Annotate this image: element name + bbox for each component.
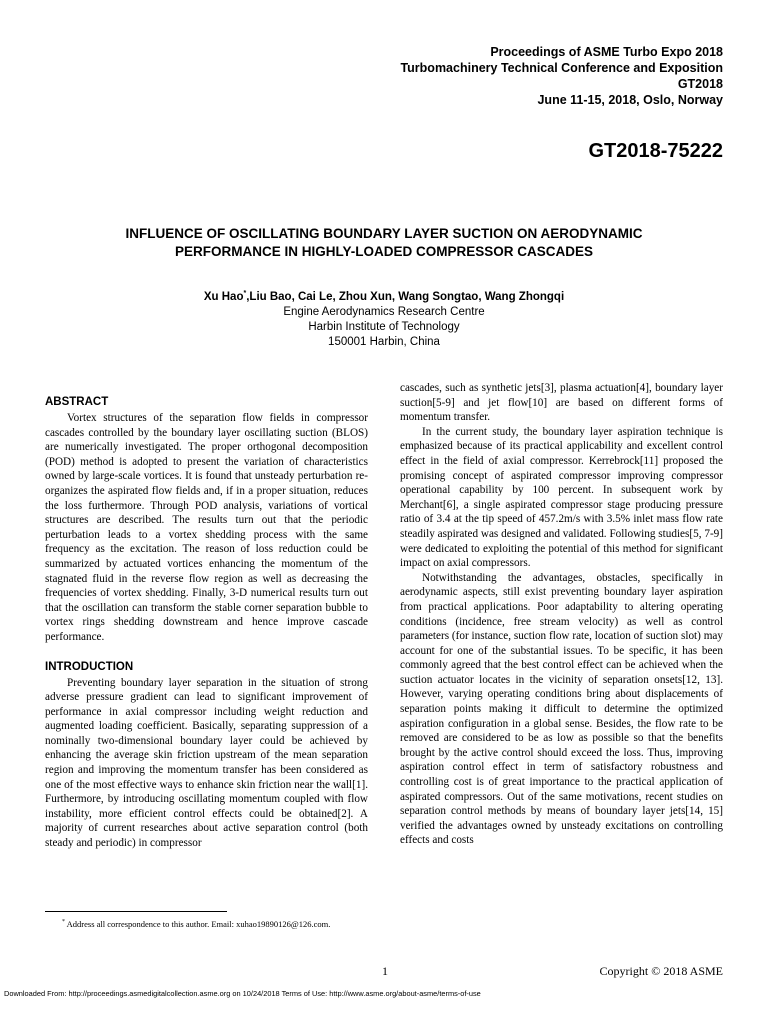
paper-title xyxy=(0,225,768,261)
paper-title-line-1: INFLUENCE OF OSCILLATING BOUNDARY LAYER SUCTION ON AERODYNAMIC xyxy=(125,226,643,241)
author-list xyxy=(0,290,768,303)
affiliation-centre: Engine Aerodynamics Research Centre xyxy=(283,306,485,318)
footnote-mark: * xyxy=(62,919,65,926)
footnote xyxy=(62,919,330,929)
other-authors: ,Liu Bao, Cai Le, Zhou Xun, Wang Songtao, Wang Zhongqi xyxy=(246,290,565,303)
proceedings-header xyxy=(400,44,723,108)
left-column xyxy=(45,381,368,851)
introduction-paragraph-3: Notwithstanding the advantages, obstacles, specifically in aerodynamic aspects, still exist preventing boundary layer aspiration from practical applications. Poor adaptability to altering operating conditions (incidence, free stream velocity) as well as control parameters (for instance, suction flow rate, location of suction slot) may account for one of the substantial issues. To be specific, it has been commonly agreed that the best control effect can be achieved when the suction actuator locates in the vicinity of separation onsets[12, 13]. However, varying operating conditions bring about displacements of separation points making it difficult to determine the optimized aspiration configuration in a global sense. Besides, the flow rate to be removed are considered to be as low as possible so that the benefits brought by the active control should exceed the loss. Thus, improving aspiration control effect in term of satisfactory robustness and controlling cost is of great importance to the practical application of aspirated compressors. Out of the same motivations, recent studies on separation control methods by means of boundary layer jets[14, 15] verified the advantages owned by unsteady excitations on controlling effects and costs xyxy=(400,571,723,847)
first-author: Xu Hao xyxy=(203,290,244,303)
copyright-notice: Copyright © 2018 ASME xyxy=(599,964,723,978)
abstract-heading: ABSTRACT xyxy=(45,396,109,408)
page-number: 1 xyxy=(382,964,388,978)
download-notice: Downloaded From: http://proceedings.asmedigitalcollection.asme.org on 10/24/2018 Terms of Use: http://www.asme.org/about-asme/terms-of-use xyxy=(4,989,481,998)
corresponding-author-mark: * xyxy=(243,290,247,297)
affiliation xyxy=(0,305,768,350)
paper-title-line-2: PERFORMANCE IN HIGHLY-LOADED COMPRESSOR CASCADES xyxy=(174,244,594,259)
proceedings-name: Proceedings of ASME Turbo Expo 2018 xyxy=(490,45,723,59)
introduction-heading: INTRODUCTION xyxy=(45,660,134,673)
introduction-paragraph-1-continued: cascades, such as synthetic jets[3], plasma actuation[4], boundary layer suction[5-9] and jet flow[10] are based on different forms of momentum transfer. xyxy=(400,382,723,424)
right-column xyxy=(400,381,723,848)
conference-date-location: June 11-15, 2018, Oslo, Norway xyxy=(537,93,723,107)
affiliation-address: 150001 Harbin, China xyxy=(328,336,440,348)
conference-code: GT2018 xyxy=(677,77,723,91)
introduction-paragraph-1: Preventing boundary layer separation in the situation of strong adverse pressure gradient can lead to significant improvement of performance in axial compressor including weight reduction and augmented loading coefficient. Basically, separating suppression of a nominally two-dimensional boundary layer could be achieved by enhancing the average skin friction upstream of the mean separation region and improving the momentum transfer has been considered as one of the most effective ways to enhance skin friction near the wall[1]. Furthermore, by introducing oscillating momentum coupled with flow instability, more efficient control effects could be obtained[2]. A majority of current researches about active separation control (both steady and periodic) in compressor xyxy=(45,676,368,850)
affiliation-institute: Harbin Institute of Technology xyxy=(308,321,460,333)
abstract-text: Vortex structures of the separation flow fields in compressor cascades controlled by the boundary layer oscillating suction (BLOS) are numerically investigated. The proper orthogonal decomposition (POD) method is adopted to present the variation of characteristics owned by large-scale vortices. It is found that unsteady perturbation re-organizes the aspirated flow fields and, if in a proper situation, reduces the loss furthermore. Through POD analysis, variations of vortical structures are described. The results turn out that the periodic perturbation leads to a vortex shedding process with the same frequency as the excitation. The reason of loss reduction could be summarized by actuated vortices enhancing the momentum of the stagnated fluid in the reverse flow region as well as decreasing the frequencies of vortex shedding. Finally, 3-D numerical results turn out that the oscillation can transform the stable corner separation bubble to vortex rings shedding downstream and hence improve cascade performance. xyxy=(45,412,368,643)
paper-id: GT2018-75222 xyxy=(588,140,723,162)
footnote-text: Address all correspondence to this author. Email: xuhao19890126@126.com. xyxy=(65,919,331,929)
conference-name: Turbomachinery Technical Conference and Exposition xyxy=(400,61,723,75)
introduction-paragraph-2: In the current study, the boundary layer aspiration technique is emphasized because of its practical applicability and excellent control effect in the field of axial compressor. Kerrebrock[11] proposed the promising concept of aspirated compressor improving compressor operational capability by 100 percent. In subsequent work by Merchant[6], a single aspirated compressor stage producing pressure ratio of 3.4 at the tip speed of 457.2m/s with 3.5% inlet mass flow rate steadily aspirated was designed and validated. Following studies[5, 7-9] were dedicated to exploiting the potential of this method for significant impact on axial compressors. xyxy=(400,425,723,570)
footnote-divider xyxy=(45,911,227,912)
